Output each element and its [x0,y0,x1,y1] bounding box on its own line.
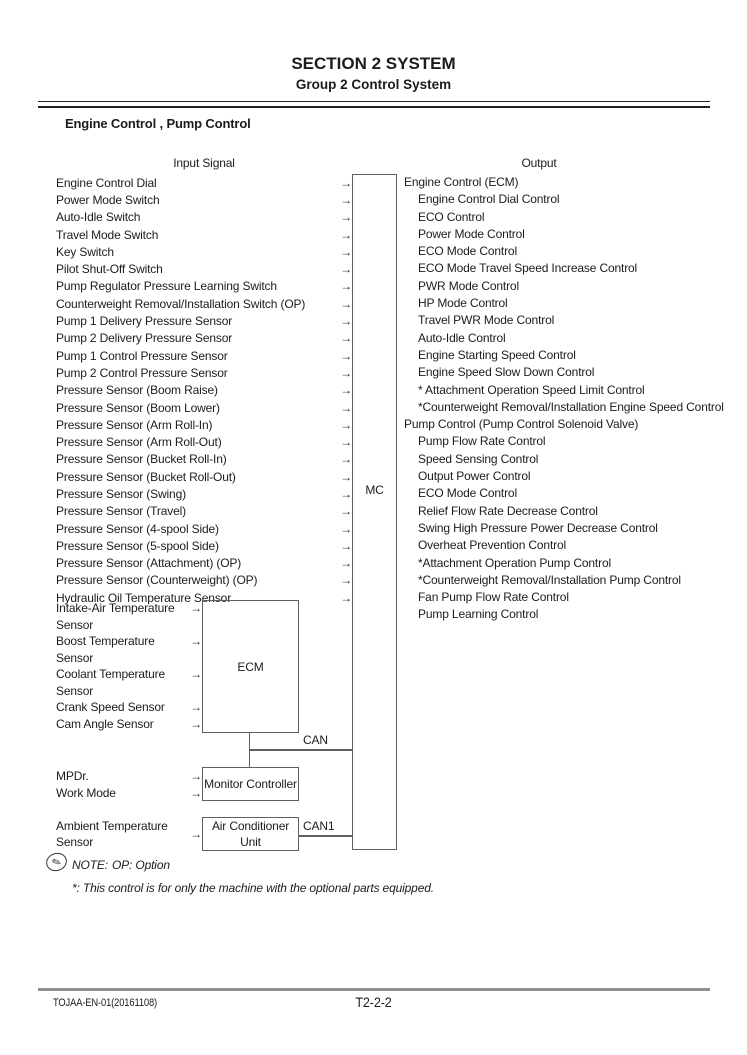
input-label: Power Mode Switch [56,192,160,207]
arrow-right-icon: → [340,538,352,553]
arrow-right-icon: → [340,417,352,432]
output-label: * Attachment Operation Speed Limit Control [418,382,645,397]
arrow-right-icon: → [190,716,202,731]
air-conditioner-box [202,817,299,851]
output-item [404,312,734,329]
input-label: Pressure Sensor (4-spool Side) [56,521,219,536]
arrow-right-icon: → [340,521,352,536]
output-item [404,347,734,364]
footnote: *: This control is for only the machine with the optional parts equipped. [72,881,434,895]
ac-input-row [56,817,202,851]
monitor-input-label: Work Mode [56,785,116,800]
ecm-input-row [56,699,202,716]
ecm-input-row [56,633,202,666]
output-item [404,209,734,226]
output-item [404,416,734,433]
header-double-rule [38,101,710,108]
output-item [404,433,734,450]
input-label: Pump 2 Control Pressure Sensor [56,365,228,380]
ecm-input-label: Boost Temperature Sensor [56,634,155,665]
mc-label: MC [365,483,384,497]
input-label: Pump 2 Delivery Pressure Sensor [56,331,233,346]
input-row [56,485,352,502]
arrow-right-icon: → [340,192,352,207]
group-title: Group 2 Control System [295,77,452,92]
output-item [404,520,734,537]
footer-doc-code: TOJAA-EN-01(20161108) [53,997,158,1009]
input-label: Hydraulic Oil Temperature Sensor [56,590,232,605]
input-label: Pump Regulator Pressure Learning Switch [56,279,277,294]
ecm-input-row [56,600,202,633]
output-item [404,485,734,502]
output-label: Engine Starting Speed Control [418,347,576,362]
output-item [404,537,734,554]
arrow-right-icon: → [190,601,202,615]
input-row [56,503,352,520]
output-label: Travel PWR Mode Control [418,313,555,328]
output-item [404,330,734,347]
input-label: Pump 1 Control Pressure Sensor [56,348,228,363]
output-label: Pump Flow Rate Control [418,434,546,449]
input-label: Travel Mode Switch [56,227,159,242]
output-item [404,364,734,381]
ecm-input-label: Crank Speed Sensor [56,700,165,714]
ecm-input-label: Coolant Temperature Sensor [56,667,165,698]
arrow-right-icon: → [340,383,352,398]
can-label: CAN [303,733,328,747]
input-row [56,295,352,312]
section-heading: Engine Control , Pump Control [65,116,251,131]
input-label: Pressure Sensor (Bucket Roll-Out) [56,469,236,484]
output-label: Power Mode Control [418,226,525,241]
output-item [404,243,734,260]
pencil-glyph: ✎ [50,855,63,870]
arrow-right-icon: → [340,348,352,363]
monitor-controller-label: Monitor Controller [204,776,297,791]
output-item [404,503,734,520]
page-title: SECTION 2 SYSTEM [291,54,456,73]
arrow-right-icon: → [190,785,202,800]
input-label: Pressure Sensor (Boom Raise) [56,383,218,398]
arrow-right-icon: → [340,314,352,329]
input-row [56,226,352,243]
input-row [56,364,352,381]
arrow-right-icon: → [340,210,352,225]
input-row [56,520,352,537]
arrow-right-icon: → [340,279,352,294]
input-row [56,451,352,468]
arrow-right-icon: → [340,400,352,415]
can-bus-line [249,749,353,751]
output-label: ECO Mode Control [418,486,517,501]
monitor-input-row [56,767,202,784]
arrow-right-icon: → [340,262,352,277]
output-item [404,589,734,606]
output-label: Engine Control Dial Control [418,192,560,207]
output-item [404,260,734,277]
output-label: ECO Mode Travel Speed Increase Control [418,261,638,276]
output-list [404,174,734,624]
arrow-right-icon: → [340,175,352,190]
input-row [56,191,352,208]
input-row [56,572,352,589]
arrow-right-icon: → [340,504,352,519]
input-label: Engine Control Dial [56,175,157,190]
arrow-right-icon: → [190,827,202,841]
arrow-right-icon: → [340,227,352,242]
output-label: Pump Learning Control [418,607,539,622]
output-item [404,278,734,295]
input-row [56,382,352,399]
input-label: Pressure Sensor (Swing) [56,486,186,501]
input-row [56,433,352,450]
air-conditioner-label: Air Conditioner Unit [211,818,290,849]
footer-rule [38,988,710,991]
arrow-right-icon: → [340,331,352,346]
note-label: NOTE: [72,858,108,872]
arrow-right-icon: → [340,573,352,588]
output-item [404,382,734,399]
input-row [56,260,352,277]
output-header: Output [521,156,557,170]
input-row [56,416,352,433]
output-item [404,295,734,312]
input-label: Pressure Sensor (Counterweight) (OP) [56,573,258,588]
arrow-right-icon: → [340,486,352,501]
output-label: Output Power Control [418,469,531,484]
arrow-right-icon: → [340,590,352,605]
output-label: Engine Control (ECM) [404,175,519,189]
mc-input-list [56,174,352,606]
output-item [404,174,734,191]
monitor-controller-box [202,767,299,801]
arrow-right-icon: → [340,452,352,467]
can1-bus-line [299,835,353,837]
output-label: Speed Sensing Control [418,451,539,466]
ecm-input-label: Intake-Air Temperature Sensor [56,601,175,632]
input-label: Pressure Sensor (Attachment) (OP) [56,556,242,571]
output-label: Relief Flow Rate Decrease Control [418,503,598,518]
note-text: OP: Option [112,858,170,872]
input-row [56,209,352,226]
output-label: Overheat Prevention Control [418,538,567,553]
output-label: *Attachment Operation Pump Control [418,555,611,570]
input-row [56,347,352,364]
input-row [56,468,352,485]
arrow-right-icon: → [340,244,352,259]
ac-input-label: Ambient Temperature Sensor [56,818,168,849]
input-label: Pressure Sensor (Arm Roll-Out) [56,435,222,450]
input-row [56,312,352,329]
input-label: Pressure Sensor (Boom Lower) [56,400,220,415]
output-label: HP Mode Control [418,296,508,311]
output-label: *Counterweight Removal/Installation Pump Control [418,572,681,587]
ecm-box [202,600,299,733]
output-item [404,399,734,416]
ecm-input-row [56,666,202,699]
arrow-right-icon: → [340,435,352,450]
output-item [404,555,734,572]
input-label: Pump 1 Delivery Pressure Sensor [56,314,233,329]
output-label: PWR Mode Control [418,278,519,293]
output-item [404,606,734,623]
input-label: Pressure Sensor (Travel) [56,504,186,519]
monitor-input-row [56,784,202,801]
arrow-right-icon: → [190,634,202,648]
input-row [56,555,352,572]
output-item [404,468,734,485]
input-row [56,399,352,416]
input-label: Pilot Shut-Off Switch [56,262,163,277]
ecm-input-row [56,716,202,733]
input-row [56,278,352,295]
arrow-right-icon: → [340,556,352,571]
output-label: Pump Control (Pump Control Solenoid Valve) [404,417,639,432]
output-label: ECO Control [418,209,485,224]
ecm-input-list [56,600,202,732]
input-label: Pressure Sensor (5-spool Side) [56,538,219,553]
output-label: ECO Mode Control [418,244,517,259]
output-label: *Counterweight Removal/Installation Engine Speed Control [418,399,724,414]
ecm-label: ECM [237,659,264,674]
input-row [56,330,352,347]
input-label: Pressure Sensor (Arm Roll-In) [56,417,213,432]
output-item [404,572,734,589]
arrow-right-icon: → [190,667,202,681]
ecm-input-label: Cam Angle Sensor [56,716,154,731]
input-row [56,537,352,554]
input-label: Counterweight Removal/Installation Switch (OP) [56,296,306,311]
output-label: Swing High Pressure Power Decrease Control [418,520,658,535]
output-item [404,226,734,243]
arrow-right-icon: → [340,469,352,484]
arrow-right-icon: → [340,365,352,380]
arrow-right-icon: → [340,296,352,311]
output-label: Engine Speed Slow Down Control [418,365,595,380]
input-label: Auto-Idle Switch [56,210,141,225]
output-item [404,451,734,468]
input-row [56,174,352,191]
output-label: Auto-Idle Control [418,330,506,345]
footer-page-number: T2-2-2 [355,994,392,1010]
monitor-input-list [56,767,202,801]
input-row [56,243,352,260]
input-signal-header: Input Signal [173,156,235,170]
note-pencil-icon [44,850,70,874]
input-label: Pressure Sensor (Bucket Roll-In) [56,452,227,467]
can1-label: CAN1 [303,819,335,833]
output-item [404,191,734,208]
output-label: Fan Pump Flow Rate Control [418,590,569,605]
mc-box [352,174,397,850]
monitor-input-label: MPDr. [56,768,89,783]
arrow-right-icon: → [190,700,202,714]
input-label: Key Switch [56,244,114,259]
arrow-right-icon: → [190,768,202,783]
